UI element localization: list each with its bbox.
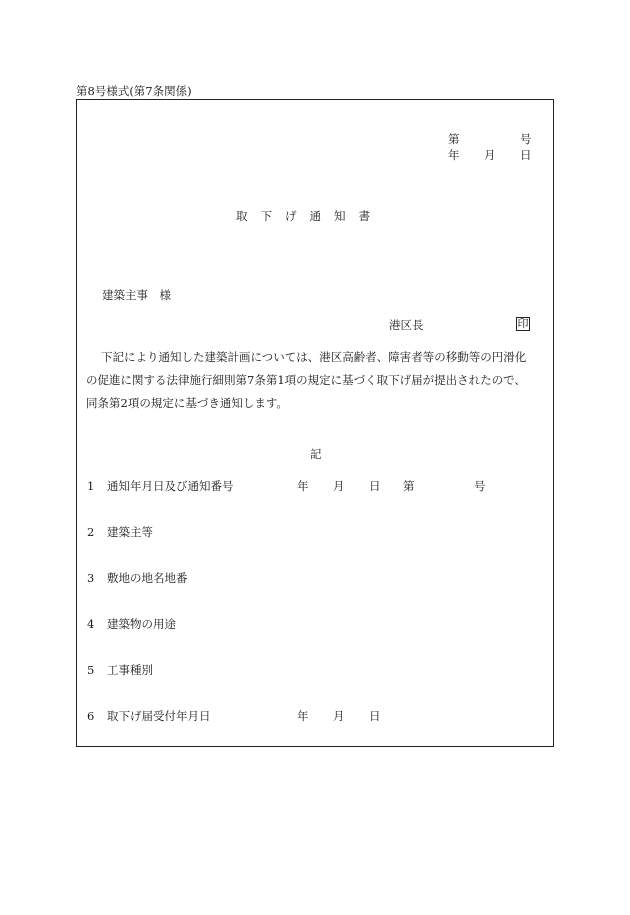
item-year: 年 <box>297 479 309 493</box>
sender: 港区長 <box>389 318 424 332</box>
item-number: 2 <box>87 525 95 539</box>
form-label: 第8号様式(第7条関係) <box>76 84 192 98</box>
item-day: 日 <box>369 709 381 723</box>
item-day: 日 <box>369 479 381 493</box>
item-number: 4 <box>87 617 95 631</box>
item-number: 5 <box>87 663 95 677</box>
header-month: 月 <box>484 148 496 162</box>
item-label: 通知年月日及び通知番号 <box>107 479 234 493</box>
title-char: 通 <box>309 209 321 223</box>
addressee: 建築主事 様 <box>102 288 171 302</box>
item-label: 建築物の用途 <box>107 617 176 631</box>
item-month: 月 <box>333 709 345 723</box>
header-year: 年 <box>448 148 460 162</box>
item-year: 年 <box>297 709 309 723</box>
title-char: げ <box>285 209 297 223</box>
header-number-prefix: 第 <box>448 132 460 146</box>
title-char: 知 <box>334 209 346 223</box>
document-title <box>236 211 370 223</box>
item-label: 工事種別 <box>107 663 153 677</box>
form-frame <box>76 99 554 747</box>
title-char: 書 <box>358 209 370 223</box>
title-char: 下 <box>260 209 272 223</box>
seal-mark: 印 <box>517 317 529 330</box>
header-number-suffix: 号 <box>520 132 532 146</box>
item-label: 取下げ届受付年月日 <box>107 709 211 723</box>
item-number-suffix: 号 <box>474 479 486 493</box>
title-char: 取 <box>236 209 248 223</box>
header-day: 日 <box>520 148 532 162</box>
item-month: 月 <box>333 479 345 493</box>
item-number: 1 <box>87 479 95 493</box>
item-label: 敷地の地名地番 <box>107 571 188 585</box>
item-number-prefix: 第 <box>403 479 415 493</box>
ki-heading: 記 <box>310 447 322 461</box>
item-label: 建築主等 <box>107 525 153 539</box>
item-number: 6 <box>87 709 95 723</box>
body-line-3: 同条第2項の規定に基づき通知します。 <box>86 396 288 410</box>
body-line-2: の促進に関する法律施行細則第7条第1項の規定に基づく取下げ届が提出されたので、 <box>86 373 526 387</box>
body-line-1: 下記により通知した建築計画については、港区高齢者、障害者等の移動等の円滑化 <box>101 350 527 364</box>
body-text <box>86 346 546 415</box>
item-number: 3 <box>87 571 95 585</box>
